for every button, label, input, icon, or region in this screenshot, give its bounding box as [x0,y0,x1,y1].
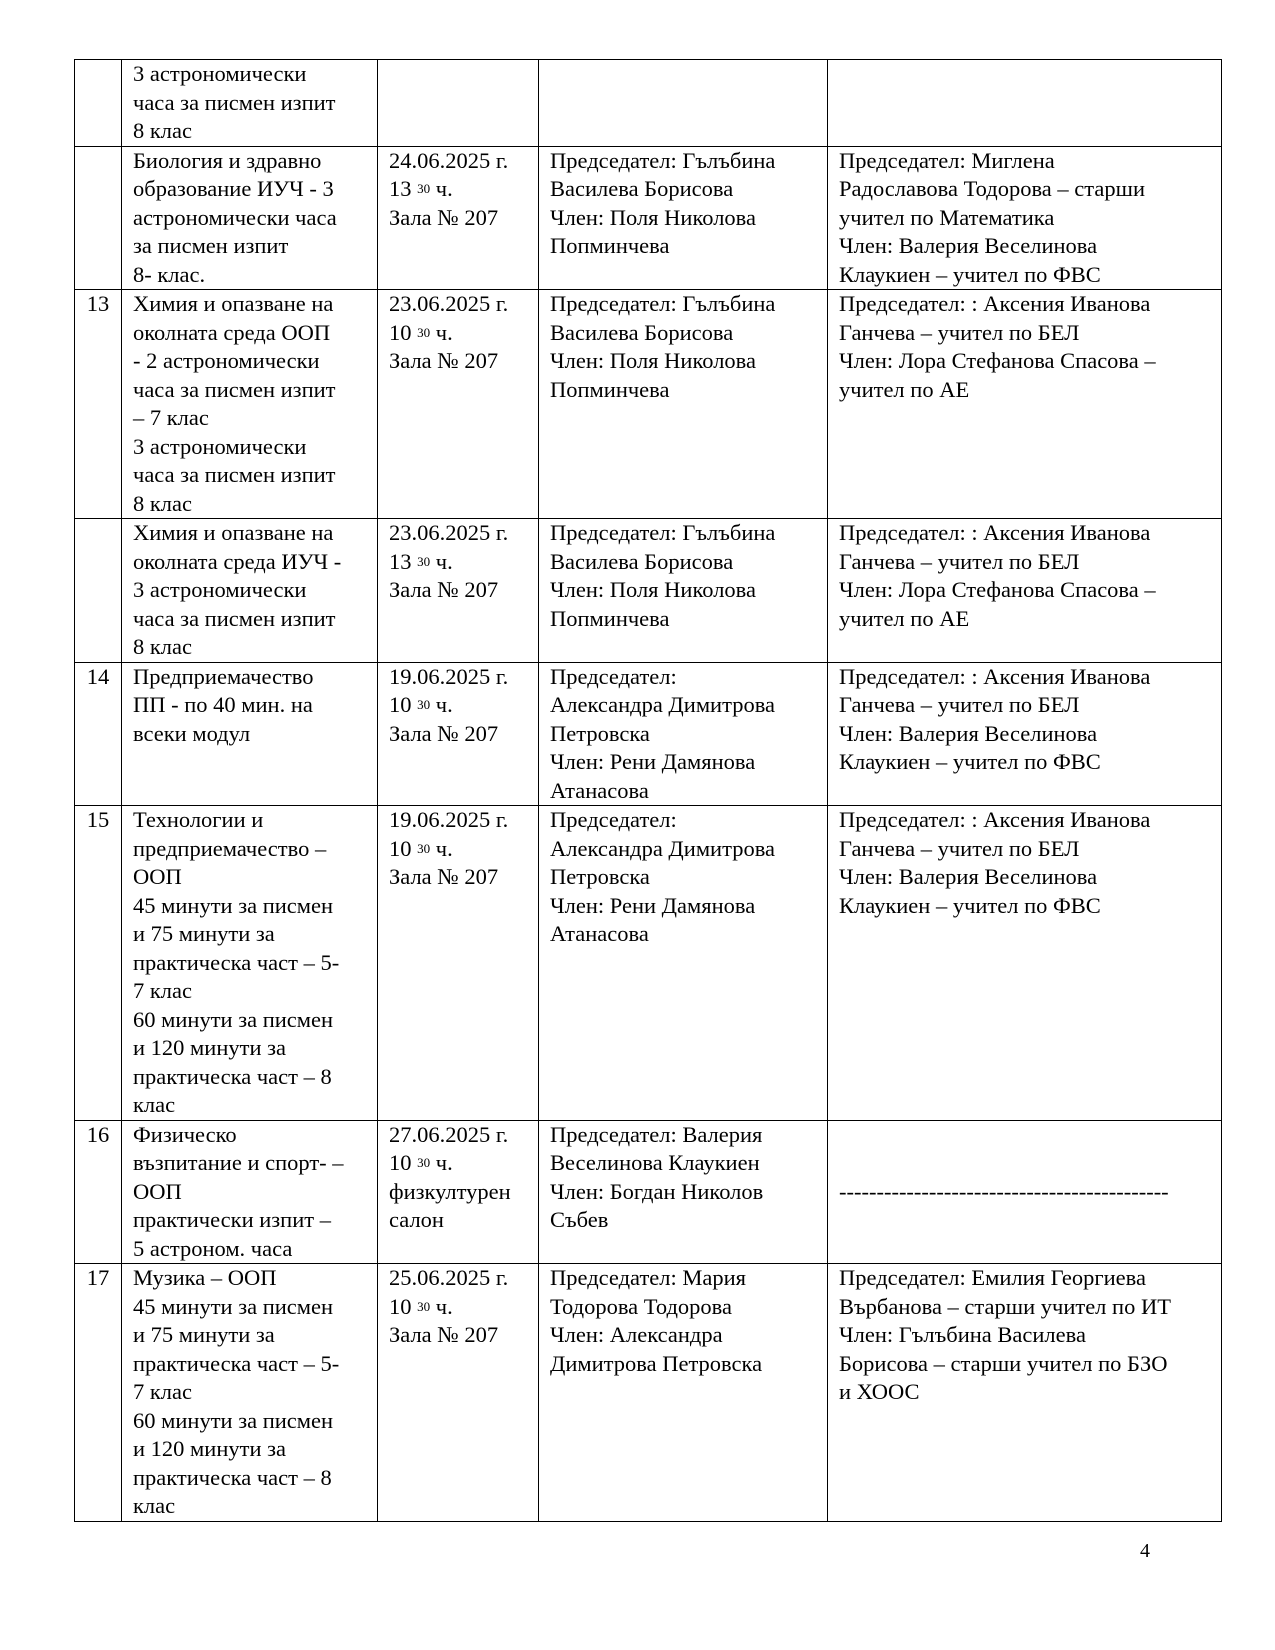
commission1-line: Тодорова Тодорова [550,1293,732,1319]
commission2-line: Член: Гълъбина Василева [839,1322,1086,1347]
commission2-line: Ганчева – учител по БЕЛ [839,692,1080,717]
exam-place: Зала № 207 [389,577,499,602]
exam-place: Зала № 207 [389,1322,499,1347]
commission1-line: Председател: Мария [550,1265,746,1290]
commission1-line: Василева Борисова [550,176,734,201]
date-time-cell [378,290,539,519]
commission-1-cell [539,146,828,290]
commission-1-cell [539,519,828,663]
commission-2-cell [828,60,1222,147]
subject-line: клас [133,1092,176,1117]
subject-line: 7 клас [133,978,193,1003]
time-minutes: 30 [417,181,431,196]
commission2-line: Клаукиен – учител по ФВС [839,261,1101,287]
subject-line: Музика – ООП [133,1265,277,1290]
commission2-line: Член: Валерия Веселинова [839,233,1098,258]
subject-line: 60 минути за писмен [133,1006,334,1032]
row-number: 13 [75,290,122,519]
subject-line: околната среда ООП [133,319,331,345]
exam-place: физкултурен салон [389,1178,511,1232]
subject-line: Предприемачество [133,663,314,689]
exam-schedule-table [74,59,1222,1522]
commission1-line: Председател: [550,807,677,832]
table-row [75,519,1222,663]
commission2-line: учител по АЕ [839,605,970,631]
subject-line: възпитание и спорт- – [133,1150,344,1175]
subject-line: практическа част – 8 [133,1063,332,1089]
table-body [75,60,1222,1522]
empty-dash-line: -------------------------------------------- [839,1178,1169,1204]
exam-date: 27.06.2025 г. [389,1121,509,1147]
subject-line: Биология и здравно [133,147,322,173]
subject-line: 45 минути за писмен [133,892,334,918]
commission1-line: Атанасова [550,921,649,946]
commission1-line: Веселинова Клаукиен [550,1150,760,1175]
commission1-line: Председател: Гълъбина [550,147,776,173]
commission-1-cell [539,60,828,147]
commission1-line: Член: Поля Николова [550,204,756,230]
exam-place: Зала № 207 [389,864,499,889]
commission2-line: Член: Лора Стефанова Спасова – [839,348,1156,373]
exam-time [389,691,538,720]
subject-line: 45 минути за писмен [133,1293,334,1319]
commission-1-cell [539,290,828,519]
commission2-line: Ганчева – учител по БЕЛ [839,319,1080,345]
table-row [75,806,1222,1121]
table-row [75,60,1222,147]
subject-line: 8- клас. [133,261,206,287]
subject-line: часа за писмен изпит [133,89,336,115]
date-time-cell [378,1264,539,1522]
row-number: 15 [75,806,122,1121]
commission2-line: Върбанова – старши учител по ИТ [839,1293,1171,1319]
commission1-line: Председател: Валерия [550,1121,763,1147]
exam-time [389,1293,538,1322]
exam-place: Зала № 207 [389,720,499,746]
time-suffix: ч. [430,319,453,345]
subject-line: практическа част – 5- [133,1350,340,1376]
commission2-line: Председател: : Аксения Иванова [839,520,1151,545]
commission1-line: Петровска [550,720,650,746]
commission1-line: Председател: [550,663,677,689]
commission1-line: Член: Поля Николова [550,348,756,373]
time-hour: 10 [389,692,418,717]
exam-date: 25.06.2025 г. [389,1265,509,1290]
subject-line: практическа част – 5- [133,949,340,975]
commission2-line: Председател: : Аксения Иванова [839,807,1151,832]
subject-line: 8 клас [133,118,193,143]
subject-line: 8 клас [133,634,193,659]
time-suffix: ч. [430,1293,453,1319]
time-hour: 10 [389,1150,418,1175]
time-minutes: 30 [417,1155,431,1170]
subject-line: практическа част – 8 [133,1464,332,1490]
subject-line: практически изпит – [133,1207,331,1232]
exam-time [389,548,538,577]
subject-cell [122,146,378,290]
subject-line: 3 астрономически [133,577,307,602]
subject-line: и 120 минути за [133,1035,286,1060]
subject-line: 60 минути за писмен [133,1407,334,1433]
subject-line: Химия и опазване на [133,520,334,545]
commission1-line: Попминчева [550,605,670,631]
exam-date: 19.06.2025 г. [389,807,509,832]
subject-line: ПП - по 40 мин. на [133,692,313,717]
commission2-line: Ганчева – учител по БЕЛ [839,835,1080,861]
commission2-line: Клаукиен – учител по ФВС [839,749,1101,774]
commission2-line: Член: Лора Стефанова Спасова – [839,577,1156,602]
commission2-line: Член: Валерия Веселинова [839,720,1098,746]
row-number: 14 [75,662,122,806]
exam-time [389,175,538,204]
time-hour: 10 [389,835,418,861]
table-row [75,662,1222,806]
subject-line: часа за писмен изпит [133,376,336,402]
commission1-line: Димитрова Петровска [550,1350,763,1376]
subject-line: Технологии и [133,807,264,832]
time-suffix: ч. [430,835,453,861]
time-minutes: 30 [417,840,431,856]
subject-line: всеки модул [133,720,251,746]
exam-date: 23.06.2025 г. [389,291,509,316]
time-suffix: ч. [430,548,453,574]
exam-date: 24.06.2025 г. [389,147,509,173]
commission2-line: и ХООС [839,1379,920,1404]
commission-1-cell [539,1120,828,1264]
subject-line: 3 астрономически [133,433,307,459]
commission-2-cell [828,1120,1222,1264]
subject-line: образование ИУЧ - 3 [133,176,334,201]
commission2-line: Член: Валерия Веселинова [839,864,1098,889]
commission1-line: Член: Рени Дамянова [550,892,756,918]
table-row [75,1264,1222,1522]
commission2-line: Ганчева – учител по БЕЛ [839,548,1080,574]
row-number: 16 [75,1120,122,1264]
exam-time [389,1149,538,1178]
subject-cell [122,290,378,519]
commission1-line: Попминчева [550,233,670,258]
date-time-cell [378,60,539,147]
commission-2-cell [828,290,1222,519]
row-number: 17 [75,1264,122,1522]
subject-line: и 75 минути за [133,921,275,946]
commission-2-cell [828,806,1222,1121]
subject-line: 3 астрономически [133,61,307,86]
commission2-line: Председател: : Аксения Иванова [839,291,1151,316]
row-number [75,519,122,663]
commission1-line: Василева Борисова [550,548,734,574]
time-minutes: 30 [417,553,431,569]
date-time-cell [378,519,539,663]
date-time-cell [378,662,539,806]
commission2-line: Председател: : Аксения Иванова [839,663,1151,689]
commission-2-cell [828,662,1222,806]
time-hour: 10 [389,1293,418,1319]
subject-line: - 2 астрономически [133,348,320,373]
commission2-line: учител по АЕ [839,376,970,402]
commission2-line: Председател: Емилия Георгиева [839,1265,1146,1290]
table-row [75,1120,1222,1264]
commission2-line: Председател: Миглена [839,147,1055,173]
commission1-line: Член: Александра [550,1322,723,1347]
subject-cell [122,1264,378,1522]
commission1-line: Василева Борисова [550,319,734,345]
commission1-line: Александра Димитрова [550,835,776,861]
commission1-line: Председател: Гълъбина [550,291,776,316]
subject-line: часа за писмен изпит [133,605,336,631]
commission2-line: учител по Математика [839,204,1055,230]
subject-line: Химия и опазване на [133,291,334,316]
subject-line: 7 клас [133,1379,193,1404]
time-minutes: 30 [417,324,431,340]
subject-line: астрономически часа [133,204,337,230]
subject-line: и 120 минути за [133,1436,286,1461]
table-row [75,290,1222,519]
commission1-line: Член: Рени Дамянова [550,749,756,774]
commission2-line: Борисова – старши учител по БЗО [839,1350,1168,1376]
subject-line: 8 клас [133,490,193,516]
subject-line: околната среда ИУЧ - [133,548,342,574]
commission1-line: Член: Поля Николова [550,577,756,602]
commission2-line: Радославова Тодорова – старши [839,176,1145,201]
commission-2-cell [828,1264,1222,1522]
commission1-line: Попминчева [550,376,670,402]
commission1-line: Атанасова [550,777,649,803]
time-suffix: ч. [430,176,453,201]
subject-cell [122,806,378,1121]
subject-cell [122,1120,378,1264]
commission-1-cell [539,662,828,806]
subject-cell [122,662,378,806]
subject-cell [122,60,378,147]
subject-line: – 7 клас [133,405,209,430]
commission-1-cell [539,1264,828,1522]
row-number [75,146,122,290]
page-number: 4 [1140,1540,1150,1562]
exam-place: Зала № 207 [389,348,499,373]
date-time-cell [378,806,539,1121]
commission1-line: Председател: Гълъбина [550,520,776,545]
table-row [75,146,1222,290]
commission-2-cell [828,146,1222,290]
exam-date: 19.06.2025 г. [389,663,509,689]
subject-line: предприемачество – [133,835,327,861]
exam-date: 23.06.2025 г. [389,520,509,545]
subject-line: Физическо [133,1121,237,1147]
subject-line: клас [133,1493,176,1518]
commission-1-cell [539,806,828,1121]
time-hour: 10 [389,319,418,345]
row-number [75,60,122,147]
time-minutes: 30 [417,1298,431,1314]
time-suffix: ч. [430,1150,453,1175]
date-time-cell [378,1120,539,1264]
commission1-line: Член: Богдан Николов [550,1178,764,1204]
commission1-line: Събев [550,1207,609,1232]
exam-place: Зала № 207 [389,204,499,230]
commission-2-cell [828,519,1222,663]
subject-line: за писмен изпит [133,233,289,258]
commission1-line: Александра Димитрова [550,692,776,717]
exam-time [389,319,538,348]
commission2-line: Клаукиен – учител по ФВС [839,892,1101,918]
time-suffix: ч. [430,692,453,717]
time-minutes: 30 [417,697,431,712]
commission1-line: Петровска [550,864,650,889]
exam-time [389,835,538,864]
date-time-cell [378,146,539,290]
subject-line: 5 астроном. часа [133,1235,293,1261]
subject-cell [122,519,378,663]
subject-line: ООП [133,1178,182,1204]
subject-line: часа за писмен изпит [133,462,336,487]
subject-line: и 75 минути за [133,1322,275,1347]
time-hour: 13 [389,176,418,201]
subject-line: ООП [133,864,182,889]
time-hour: 13 [389,548,418,574]
